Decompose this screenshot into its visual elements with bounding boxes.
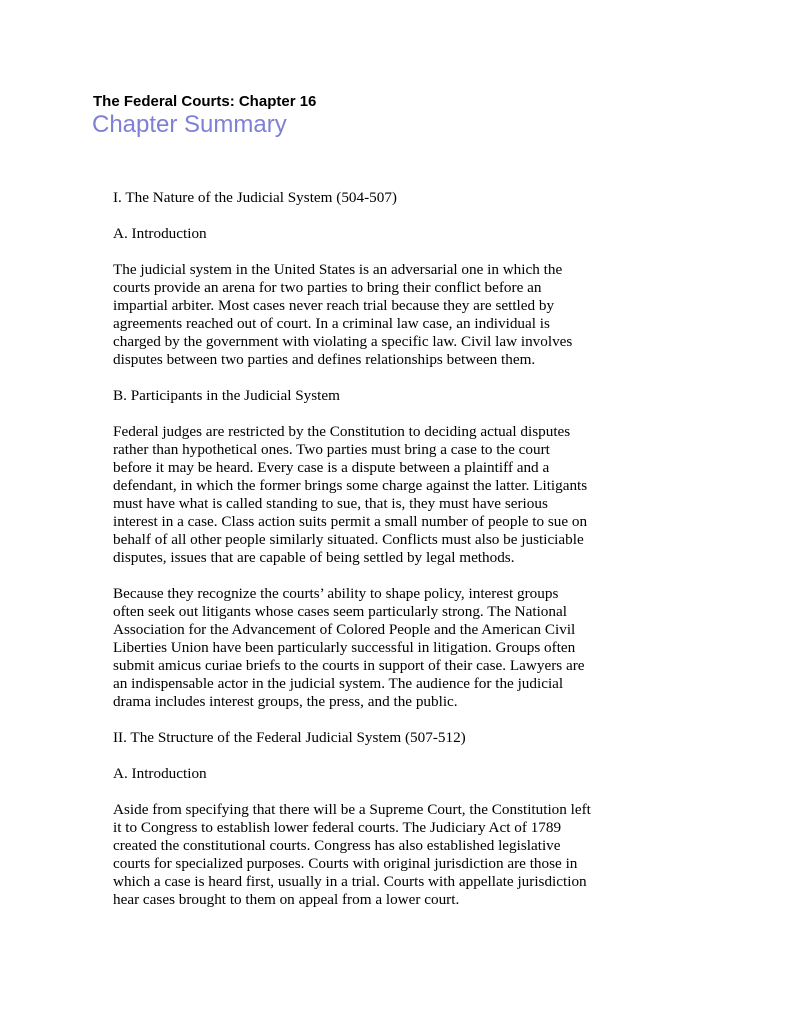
paragraph-line: defendant, in which the former brings some charge against the latter. Litigants: [113, 477, 588, 494]
paragraph-line: Association for the Advancement of Colored People and the American Civil: [113, 621, 576, 638]
paragraph-line: Aside from specifying that there will be a Supreme Court, the Constitution left: [113, 801, 591, 818]
section-heading: II. The Structure of the Federal Judicial System (507-512): [113, 729, 466, 746]
section-heading: B. Participants in the Judicial System: [113, 387, 340, 404]
body-paragraph: [113, 261, 613, 369]
paragraph-line: often seek out litigants whose cases seem particularly strong. The National: [113, 603, 567, 620]
body-paragraph: [113, 423, 613, 567]
paragraph-line: agreements reached out of court. In a criminal law case, an individual is: [113, 315, 550, 332]
chapter-summary-heading: Chapter Summary: [92, 111, 287, 138]
paragraph-line: rather than hypothetical ones. Two parties must bring a case to the court: [113, 441, 550, 458]
paragraph-line: created the constitutional courts. Congress has also established legislative: [113, 837, 561, 854]
paragraph-line: an indispensable actor in the judicial system. The audience for the judicial: [113, 675, 564, 692]
paragraph-line: courts for specialized purposes. Courts with original jurisdiction are those in: [113, 855, 578, 872]
body-paragraph: [113, 585, 613, 711]
paragraph-line: hear cases brought to them on appeal from a lower court.: [113, 891, 460, 908]
paragraph-line: submit amicus curiae briefs to the courts in support of their case. Lawyers are: [113, 657, 585, 674]
paragraph-line: The judicial system in the United States is an adversarial one in which the: [113, 261, 563, 278]
paragraph-line: before it may be heard. Every case is a dispute between a plaintiff and a: [113, 459, 550, 476]
paragraph-line: drama includes interest groups, the press, and the public.: [113, 693, 458, 710]
section-heading: A. Introduction: [113, 765, 207, 782]
paragraph-line: disputes between two parties and defines relationships between them.: [113, 351, 536, 368]
paragraph-line: Because they recognize the courts’ ability to shape policy, interest groups: [113, 585, 559, 602]
body-paragraph: [113, 801, 613, 909]
paragraph-line: Liberties Union have been particularly successful in litigation. Groups often: [113, 639, 576, 656]
paragraph-line: charged by the government with violating a specific law. Civil law involves: [113, 333, 573, 350]
paragraph-line: impartial arbiter. Most cases never reach trial because they are settled by: [113, 297, 555, 314]
paragraph-line: it to Congress to establish lower federal courts. The Judiciary Act of 1789: [113, 819, 562, 836]
paragraph-line: must have what is called standing to sue, that is, they must have serious: [113, 495, 548, 512]
paragraph-line: which a case is heard first, usually in a trial. Courts with appellate jurisdiction: [113, 873, 587, 890]
paragraph-line: disputes, issues that are capable of being settled by legal methods.: [113, 549, 515, 566]
section-heading: A. Introduction: [113, 225, 207, 242]
section-heading: I. The Nature of the Judicial System (504-507): [113, 189, 397, 206]
paragraph-line: courts provide an arena for two parties to bring their conflict before an: [113, 279, 542, 296]
paragraph-line: Federal judges are restricted by the Constitution to deciding actual disputes: [113, 423, 571, 440]
document-title: The Federal Courts: Chapter 16: [93, 93, 317, 110]
document-body: [113, 189, 613, 927]
paragraph-line: behalf of all other people similarly situated. Conflicts must also be justiciable: [113, 531, 584, 548]
paragraph-line: interest in a case. Class action suits permit a small number of people to sue on: [113, 513, 588, 530]
